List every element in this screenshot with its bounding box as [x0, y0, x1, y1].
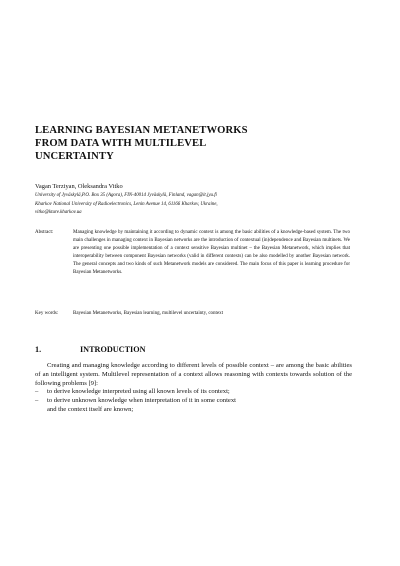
- affiliations: [35, 192, 355, 218]
- keywords-label: Key words:: [35, 311, 59, 316]
- affiliation-line: Kharkov National University of Radioelectronics, Lenin Avenue 14, 61166 Kharkov, Ukraine,: [35, 201, 218, 207]
- title-line: FROM DATA WITH MULTILEVEL: [35, 138, 207, 149]
- list-dash: –: [35, 388, 39, 396]
- title-line: UNCERTAINTY: [35, 151, 114, 162]
- body-text: [35, 362, 352, 415]
- list-item: [35, 388, 352, 397]
- abstract-label: Abstract:: [35, 230, 54, 235]
- section-heading: [35, 345, 146, 355]
- abstract-text: Managing knowledge by maintaining it according to dynamic context is among the basic abilities of a knowledge-based system. The two main challenges in managing context in Bayesian networks are the introduction of contextual (in)dependence and Bayesian multinets. We are presenting one possible implementation of a context sensitive Bayesian multinet – the Bayesian Metanetwork, which implies that interoperability between component Bayesian networks (valid in different contexts) can be also modelled by another Bayesian network. The general concepts and two kinds of such Metanetwork models are considered. The main focus of this paper is learning procedure for Bayesian Metanetworks.: [73, 230, 350, 275]
- affiliation-line: University of Jyväskylä,P.O. Box 35 (Agora), FIN-40014 Jyväskylä, Finland, vagan@it.jyu.fi: [35, 193, 217, 198]
- section-title: INTRODUCTION: [80, 345, 146, 354]
- list-item: [35, 397, 352, 406]
- list-item-text: to derive knowledge interpreted using all known levels of its context;: [47, 388, 230, 396]
- list-item-continuation: and the context itself are known;: [47, 405, 134, 413]
- title-line: LEARNING BAYESIAN METANETWORKS: [35, 125, 248, 136]
- list-dash: –: [35, 397, 39, 405]
- paper-title: [35, 124, 335, 163]
- intro-paragraph: Creating and managing knowledge according to different levels of possible context – are among the basic abilities of an intelligent system. Multilevel representation of a context allows reasoning with contexts towards solution of the following problems [9]:: [35, 362, 352, 387]
- keywords-text: Bayesian Metanetworks, Bayesian learning, multilevel uncertainty, context: [73, 311, 224, 316]
- affiliation-line: vitko@kture.kharkov.ua: [35, 210, 82, 216]
- section-number: 1.: [35, 345, 42, 354]
- list-item-text: to derive unknown knowledge when interpretation of it in some context: [47, 397, 236, 405]
- authors: Vagan Terziyan, Oleksandra Vitko: [35, 183, 123, 190]
